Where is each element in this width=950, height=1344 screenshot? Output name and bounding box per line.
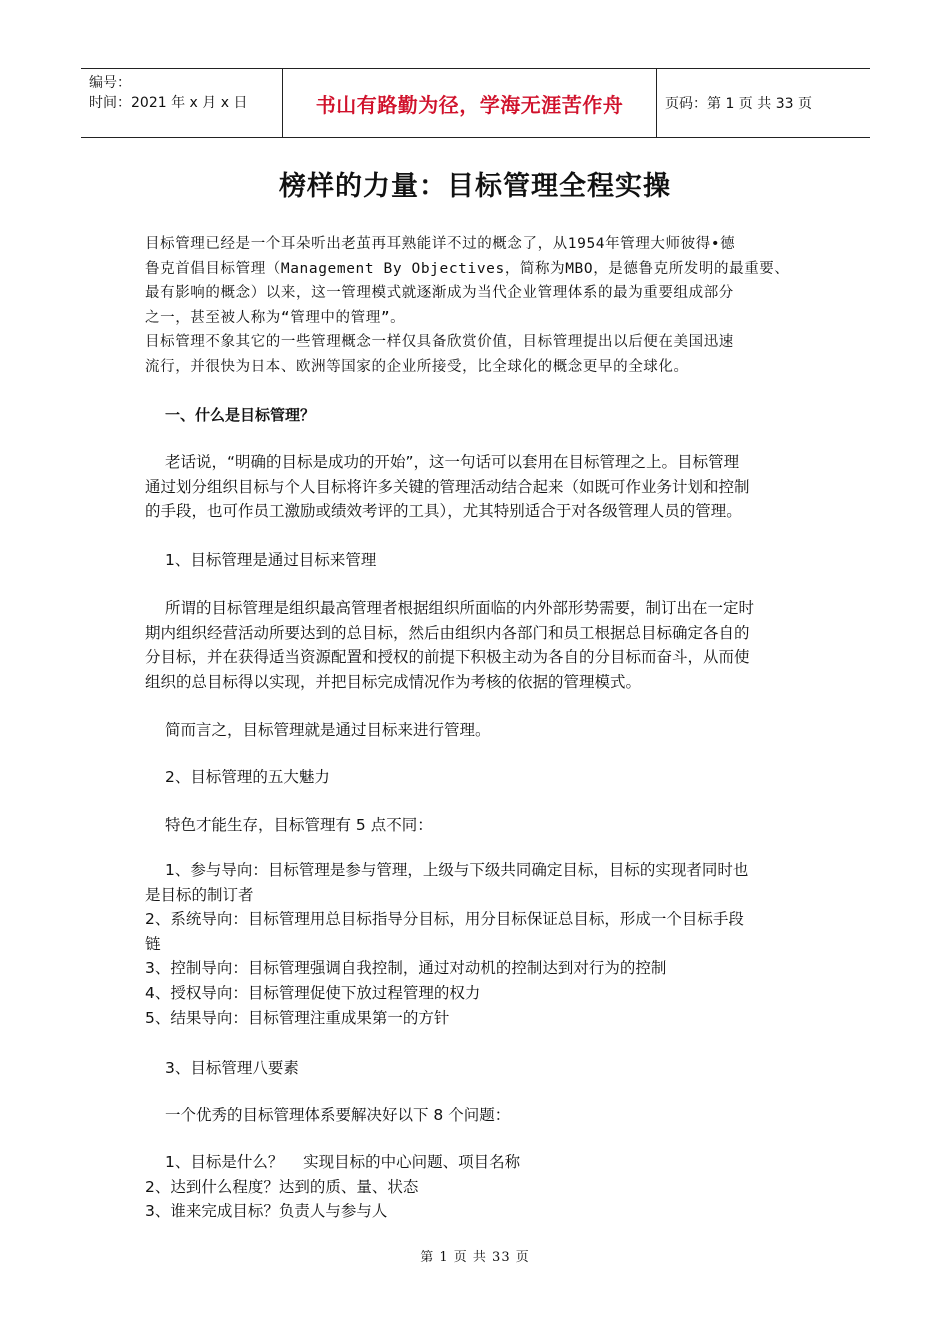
list-item: 1、参与导向：目标管理是参与管理，上级与下级共同确定目标，目标的实现者同时也 bbox=[165, 861, 749, 879]
subheading-2: 2、目标管理的五大魅力 bbox=[165, 768, 330, 786]
intro-line: 目标管理不象其它的一些管理概念一样仅具备欣赏价值，目标管理提出以后便在美国迅速 bbox=[145, 334, 734, 350]
list-item: 2、达到什么程度？达到的质、量、状态 bbox=[145, 1177, 419, 1196]
intro-line: 目标管理已经是一个耳朵听出老茧再耳熟能详不过的概念了，从1954年管理大师彼得•德 bbox=[145, 236, 736, 252]
paragraph-line: 组织的总目标得以实现，并把目标完成情况作为考核的依据的管理模式。 bbox=[145, 672, 642, 691]
paragraph-features-intro: 特色才能生存，目标管理有 5 点不同： bbox=[165, 816, 433, 834]
features-list bbox=[145, 858, 810, 1030]
list-item: 链 bbox=[145, 934, 161, 953]
paragraph-eight-questions: 一个优秀的目标管理体系要解决好以下 8 个问题： bbox=[165, 1106, 511, 1124]
section-heading: 一、什么是目标管理？ bbox=[165, 406, 316, 424]
questions-list bbox=[145, 1150, 810, 1224]
page-header bbox=[81, 68, 870, 138]
list-item: 1、目标是什么？ 实现目标的中心问题、项目名称 bbox=[165, 1153, 521, 1171]
list-item: 4、授权导向：目标管理促使下放过程管理的权力 bbox=[145, 983, 481, 1002]
intro-line: 之一，甚至被人称为“管理中的管理”。 bbox=[145, 309, 406, 326]
list-item: 是目标的制订者 bbox=[145, 885, 254, 904]
list-item: 3、谁来完成目标？负责人与参与人 bbox=[145, 1202, 388, 1221]
date-label: 时间：2021 年 x 月 x 日 bbox=[89, 95, 248, 111]
header-meta bbox=[81, 69, 282, 137]
intro-line: 鲁克首倡目标管理（Management By Objectives，简称为MBO，是德鲁克所发明的最重要、 bbox=[145, 260, 790, 277]
intro-block bbox=[145, 232, 810, 379]
header-page-number: 页码：第 1 页 共 33 页 bbox=[665, 96, 812, 112]
list-item: 2、系统导向：目标管理用总目标指导分目标，用分目标保证总目标，形成一个目标手段 bbox=[145, 910, 744, 929]
header-motto: 书山有路勤为径，学海无涯苦作舟 bbox=[282, 69, 657, 137]
list-item: 3、控制导向：目标管理强调自我控制，通过对动机的控制达到对行为的控制 bbox=[145, 959, 667, 978]
intro-line: 最有影响的概念）以来，这一管理模式就逐渐成为当代企业管理体系的最为重要组成部分 bbox=[145, 285, 734, 301]
paragraph-line: 所谓的目标管理是组织最高管理者根据组织所面临的内外部形势需要，制订出在一定时 bbox=[165, 599, 755, 617]
intro-line: 流行，并很快为日本、欧洲等国家的企业所接受，比全球化的概念更早的全球化。 bbox=[145, 358, 689, 375]
list-item: 5、结果导向：目标管理注重成果第一的方针 bbox=[145, 1008, 450, 1027]
paragraph-line: 分目标，并在获得适当资源配置和授权的前提下积极主动为各自的分目标而奋斗，从而使 bbox=[145, 648, 750, 667]
paragraph-line: 通过划分组织目标与个人目标将许多关键的管理活动结合起来（如既可作业务计划和控制 bbox=[145, 477, 750, 496]
paragraph-summary: 简而言之，目标管理就是通过目标来进行管理。 bbox=[165, 721, 491, 739]
paragraph-line: 期内组织经营活动所要达到的总目标，然后由组织内各部门和员工根据总目标确定各自的 bbox=[145, 623, 750, 642]
paragraph-line: 老话说，“明确的目标是成功的开始”，这一句话可以套用在目标管理之上。目标管理 bbox=[165, 453, 740, 471]
page-footer: 第 1 页 共 33 页 bbox=[420, 1250, 530, 1265]
code-label: 编号： bbox=[89, 75, 131, 91]
paragraph-proverb bbox=[145, 450, 810, 524]
paragraph-definition bbox=[145, 596, 810, 694]
document-title: 榜样的力量：目标管理全程实操 bbox=[279, 171, 671, 202]
paragraph-line: 的手段，也可作员工激励或绩效考评的工具），尤其特别适合于对各级管理人员的管理。 bbox=[145, 502, 742, 521]
subheading-1: 1、目标管理是通过目标来管理 bbox=[165, 551, 377, 569]
subheading-3: 3、目标管理八要素 bbox=[165, 1059, 299, 1077]
